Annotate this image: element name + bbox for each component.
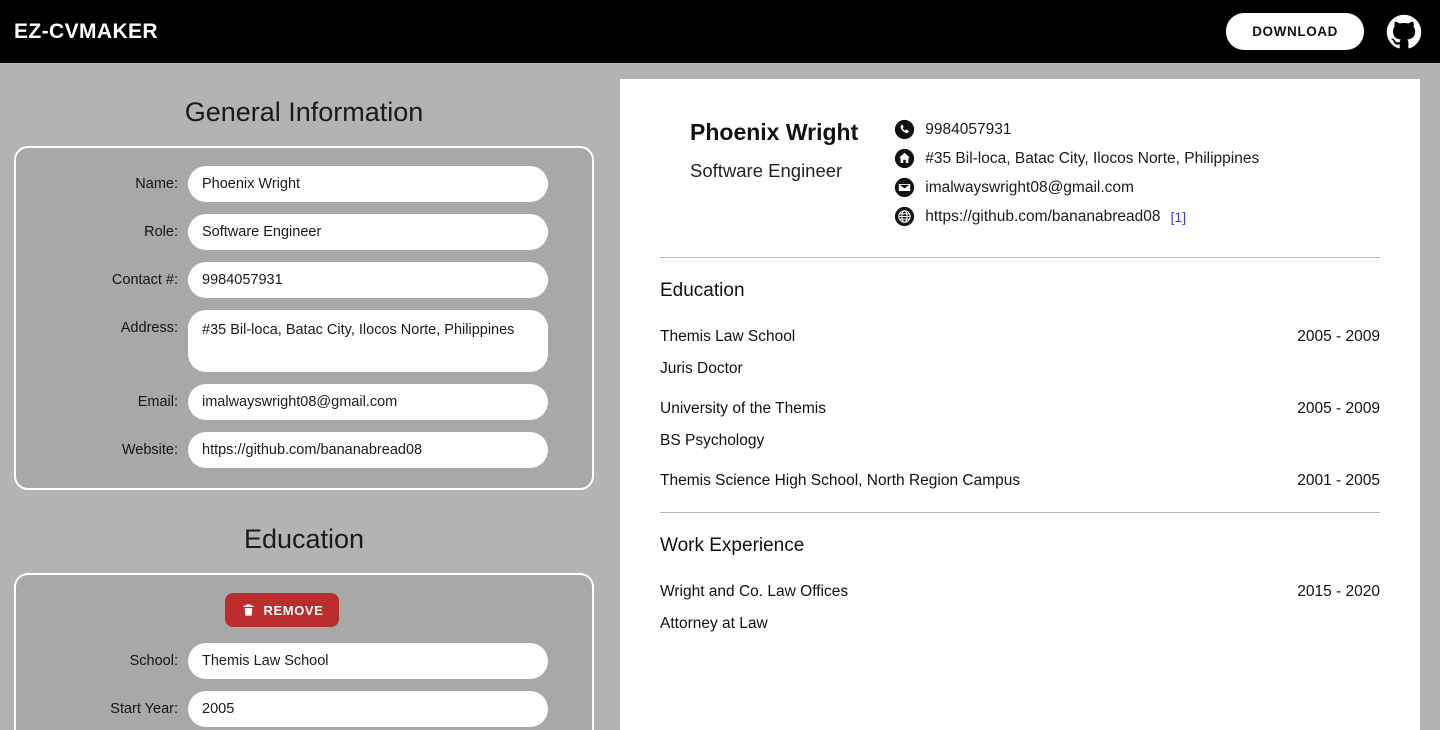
name-label: Name: bbox=[135, 176, 178, 192]
cv-education-entry bbox=[660, 400, 1380, 450]
cv-work-entry-top bbox=[660, 583, 1380, 601]
school-label: School: bbox=[129, 653, 178, 669]
education-entry-card bbox=[14, 573, 594, 730]
email-icon bbox=[894, 177, 915, 198]
address-input[interactable] bbox=[188, 310, 548, 372]
cv-education-years: 2001 - 2005 bbox=[1297, 472, 1380, 489]
address-label: Address: bbox=[120, 320, 178, 336]
cv-education-entry-top bbox=[660, 400, 1380, 418]
page-body bbox=[0, 63, 1440, 730]
contact-website-ref[interactable]: [1] bbox=[1170, 208, 1187, 225]
trash-icon bbox=[241, 602, 256, 618]
download-button[interactable]: DOWNLOAD bbox=[1226, 13, 1364, 50]
role-label: Role: bbox=[144, 224, 178, 240]
field-row-email bbox=[16, 384, 548, 420]
contact-phone-text: 9984057931 bbox=[925, 120, 1012, 138]
cv-education-years: 2005 - 2009 bbox=[1297, 400, 1380, 417]
field-row-start-year bbox=[16, 691, 548, 727]
remove-button-wrap bbox=[16, 593, 548, 627]
cv-header bbox=[660, 107, 1380, 245]
top-navbar bbox=[0, 0, 1440, 63]
field-row-address bbox=[16, 310, 548, 372]
cv-divider-top bbox=[660, 257, 1380, 258]
remove-education-label: REMOVE bbox=[263, 602, 324, 618]
field-row-website bbox=[16, 432, 548, 468]
start-year-label: Start Year: bbox=[110, 701, 178, 717]
general-information-title: General Information bbox=[184, 97, 424, 127]
cv-role: Software Engineer bbox=[690, 160, 843, 181]
contact-address bbox=[894, 148, 1259, 169]
cv-education-school: University of the Themis bbox=[660, 400, 826, 417]
website-label: Website: bbox=[121, 442, 178, 458]
website-input[interactable] bbox=[188, 432, 548, 468]
education-form-title: Education bbox=[243, 524, 365, 554]
remove-education-button[interactable] bbox=[225, 593, 340, 627]
globe-icon bbox=[894, 206, 915, 227]
home-icon bbox=[894, 148, 915, 169]
cv-paper bbox=[620, 79, 1420, 730]
name-input[interactable] bbox=[188, 166, 548, 202]
field-row-school bbox=[16, 643, 548, 679]
cv-work-heading: Work Experience bbox=[660, 535, 805, 556]
cv-education-degree: Juris Doctor bbox=[660, 360, 743, 377]
cv-education-degree: BS Psychology bbox=[660, 432, 765, 449]
email-label: Email: bbox=[137, 394, 178, 410]
app-brand-title: EZ-CVMAKER bbox=[14, 19, 158, 43]
cv-work-years: 2015 - 2020 bbox=[1297, 583, 1380, 600]
cv-identity bbox=[690, 119, 858, 182]
field-row-role bbox=[16, 214, 548, 250]
cv-work-company: Wright and Co. Law Offices bbox=[660, 583, 849, 600]
cv-education-entry bbox=[660, 328, 1380, 378]
contact-label: Contact #: bbox=[111, 272, 178, 288]
contact-phone bbox=[894, 119, 1259, 140]
contact-email bbox=[894, 177, 1259, 198]
contact-website bbox=[894, 206, 1259, 227]
navbar-actions bbox=[1226, 13, 1422, 50]
contact-input[interactable] bbox=[188, 262, 548, 298]
cv-preview-panel bbox=[608, 63, 1440, 730]
cv-work-position: Attorney at Law bbox=[660, 615, 768, 632]
cv-education-entry-top bbox=[660, 472, 1380, 490]
cv-education-entry bbox=[660, 472, 1380, 490]
cv-education-years: 2005 - 2009 bbox=[1297, 328, 1380, 345]
form-panel bbox=[0, 63, 608, 730]
field-row-name bbox=[16, 166, 548, 202]
cv-education-entry-top bbox=[660, 328, 1380, 346]
role-input[interactable] bbox=[188, 214, 548, 250]
cv-education-school: Themis Law School bbox=[660, 328, 796, 345]
cv-divider-work bbox=[660, 512, 1380, 513]
contact-website-text: https://github.com/bananabread08 bbox=[925, 207, 1161, 225]
cv-work-entry bbox=[660, 583, 1380, 633]
contact-email-text: imalwayswright08@gmail.com bbox=[925, 178, 1134, 196]
phone-icon bbox=[894, 119, 915, 140]
general-information-card bbox=[14, 146, 594, 490]
email-input[interactable] bbox=[188, 384, 548, 420]
start-year-input[interactable] bbox=[188, 691, 548, 727]
github-icon[interactable] bbox=[1386, 14, 1422, 50]
cv-education-heading: Education bbox=[660, 280, 745, 301]
field-row-contact bbox=[16, 262, 548, 298]
school-input[interactable] bbox=[188, 643, 548, 679]
contact-address-text: #35 Bil-loca, Batac City, Ilocos Norte, Philippines bbox=[925, 149, 1260, 167]
cv-education-school: Themis Science High School, North Region Campus bbox=[660, 472, 1021, 489]
cv-contact-list bbox=[894, 119, 1259, 227]
cv-name: Phoenix Wright bbox=[690, 119, 859, 145]
